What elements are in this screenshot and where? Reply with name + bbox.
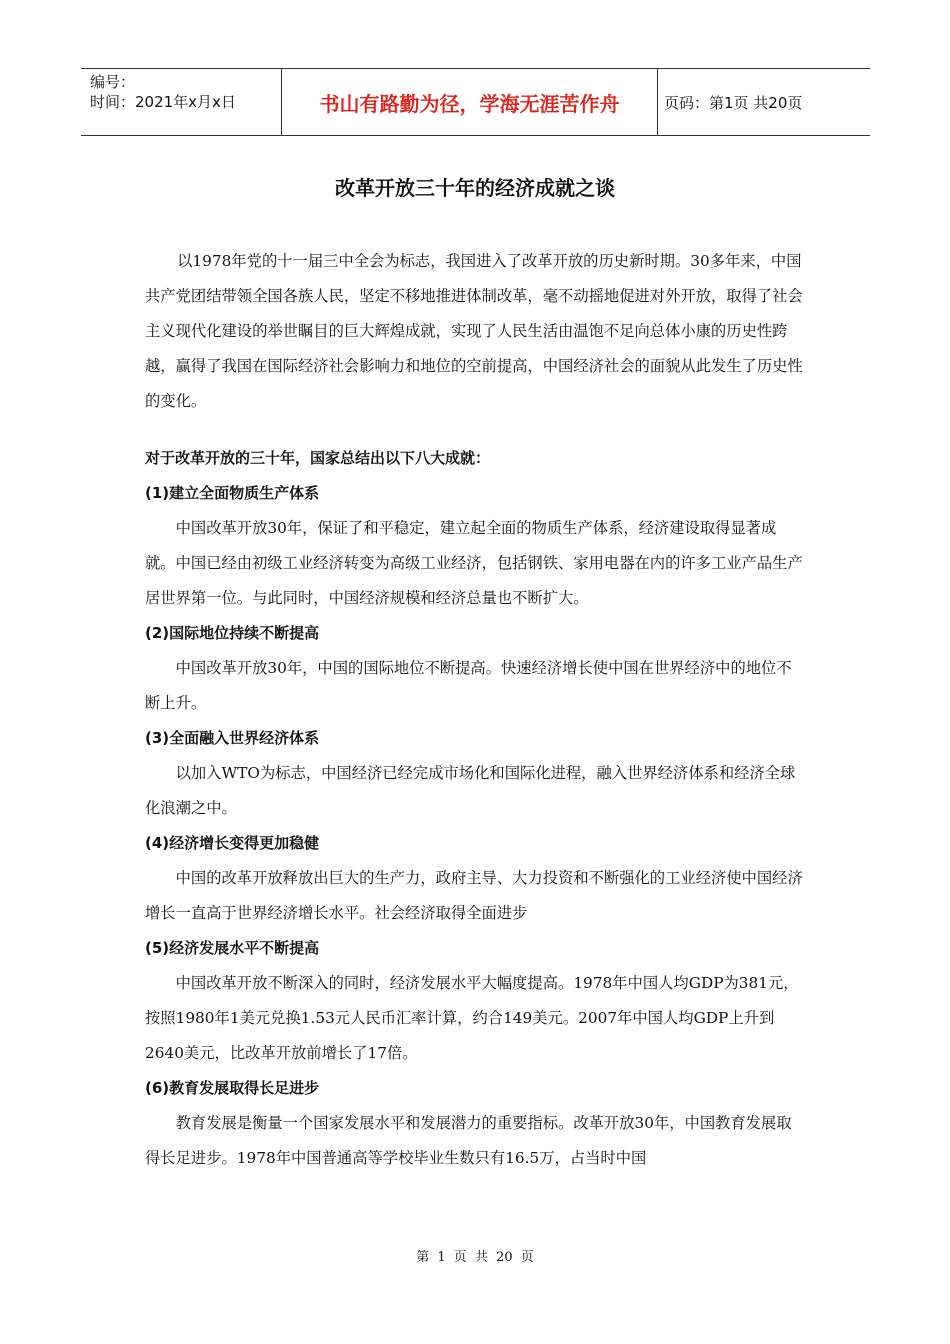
page-footer: 第 1 页 共 20 页 [416, 1250, 534, 1265]
header-page-info: 页码：第1页 共20页 [664, 93, 803, 112]
section-body: 教育发展是衡量一个国家发展水平和发展潜力的重要指标。改革开放30年，中国教育发展取得长足进步。1978年中国普通高等学校毕业生数只有16.5万，占当时中国 [145, 1114, 792, 1167]
section-body: 中国改革开放不断深入的同时，经济发展水平大幅度提高。1978年中国人均GDP为381元，按照1980年1美元兑换1.53元人民币汇率计算，约合149美元。2007年中国人均GDP上升到2640美元，比改革开放前增长了17倍。 [145, 974, 799, 1062]
section-body: 中国改革开放30年，保证了和平稳定，建立起全面的物质生产体系，经济建设取得显著成就。中国已经由初级工业经济转变为高级工业经济，包括钢铁、家用电器在内的许多工业产品生产居世界第一位。与此同时，中国经济规模和经济总量也不断扩大。 [145, 519, 803, 607]
section-heading: (6)教育发展取得长足进步 [145, 1079, 320, 1097]
section-heading: (4)经济增长变得更加稳健 [145, 834, 320, 852]
section-body: 以加入WTO为标志，中国经济已经完成市场化和国际化进程，融入世界经济体系和经济全球化浪潮之中。 [145, 764, 796, 817]
section-heading: (3)全面融入世界经济体系 [145, 729, 320, 747]
time-label: 时间：2021年x月x日 [90, 93, 236, 111]
section-body: 中国改革开放30年，中国的国际地位不断提高。快速经济增长使中国在世界经济中的地位不断上升。 [145, 659, 792, 712]
intro-paragraph: 以1978年党的十一届三中全会为标志，我国进入了改革开放的历史新时期。30多年来，中国共产党团结带领全国各族人民，坚定不移地推进体制改革，毫不动摇地促进对外开放，取得了社会主义现代化建设的举世瞩目的巨大辉煌成就，实现了人民生活由温饱不足向总体小康的历史性跨越，赢得了我国在国际经济社会影响力和地位的空前提高，中国经济社会的面貌从此发生了历史性的变化。 [145, 252, 803, 410]
section-body: 中国的改革开放释放出巨大的生产力，政府主导、大力投资和不断强化的工业经济使中国经济增长一直高于世界经济增长水平。社会经济取得全面进步 [145, 869, 803, 922]
section-heading: (1)建立全面物质生产体系 [145, 484, 320, 502]
header-meta [81, 69, 282, 135]
document-body [145, 244, 805, 1176]
header-motto: 书山有路勤为径，学海无涯苦作舟 [282, 69, 658, 135]
serial-label: 编号： [90, 73, 136, 91]
document-title: 改革开放三十年的经济成就之谈 [335, 176, 615, 200]
section-heading: (5)经济发展水平不断提高 [145, 939, 320, 957]
summary-heading: 对于改革开放的三十年，国家总结出以下八大成就： [145, 449, 491, 467]
section-heading: (2)国际地位持续不断提高 [145, 624, 320, 642]
header-table [81, 68, 870, 136]
